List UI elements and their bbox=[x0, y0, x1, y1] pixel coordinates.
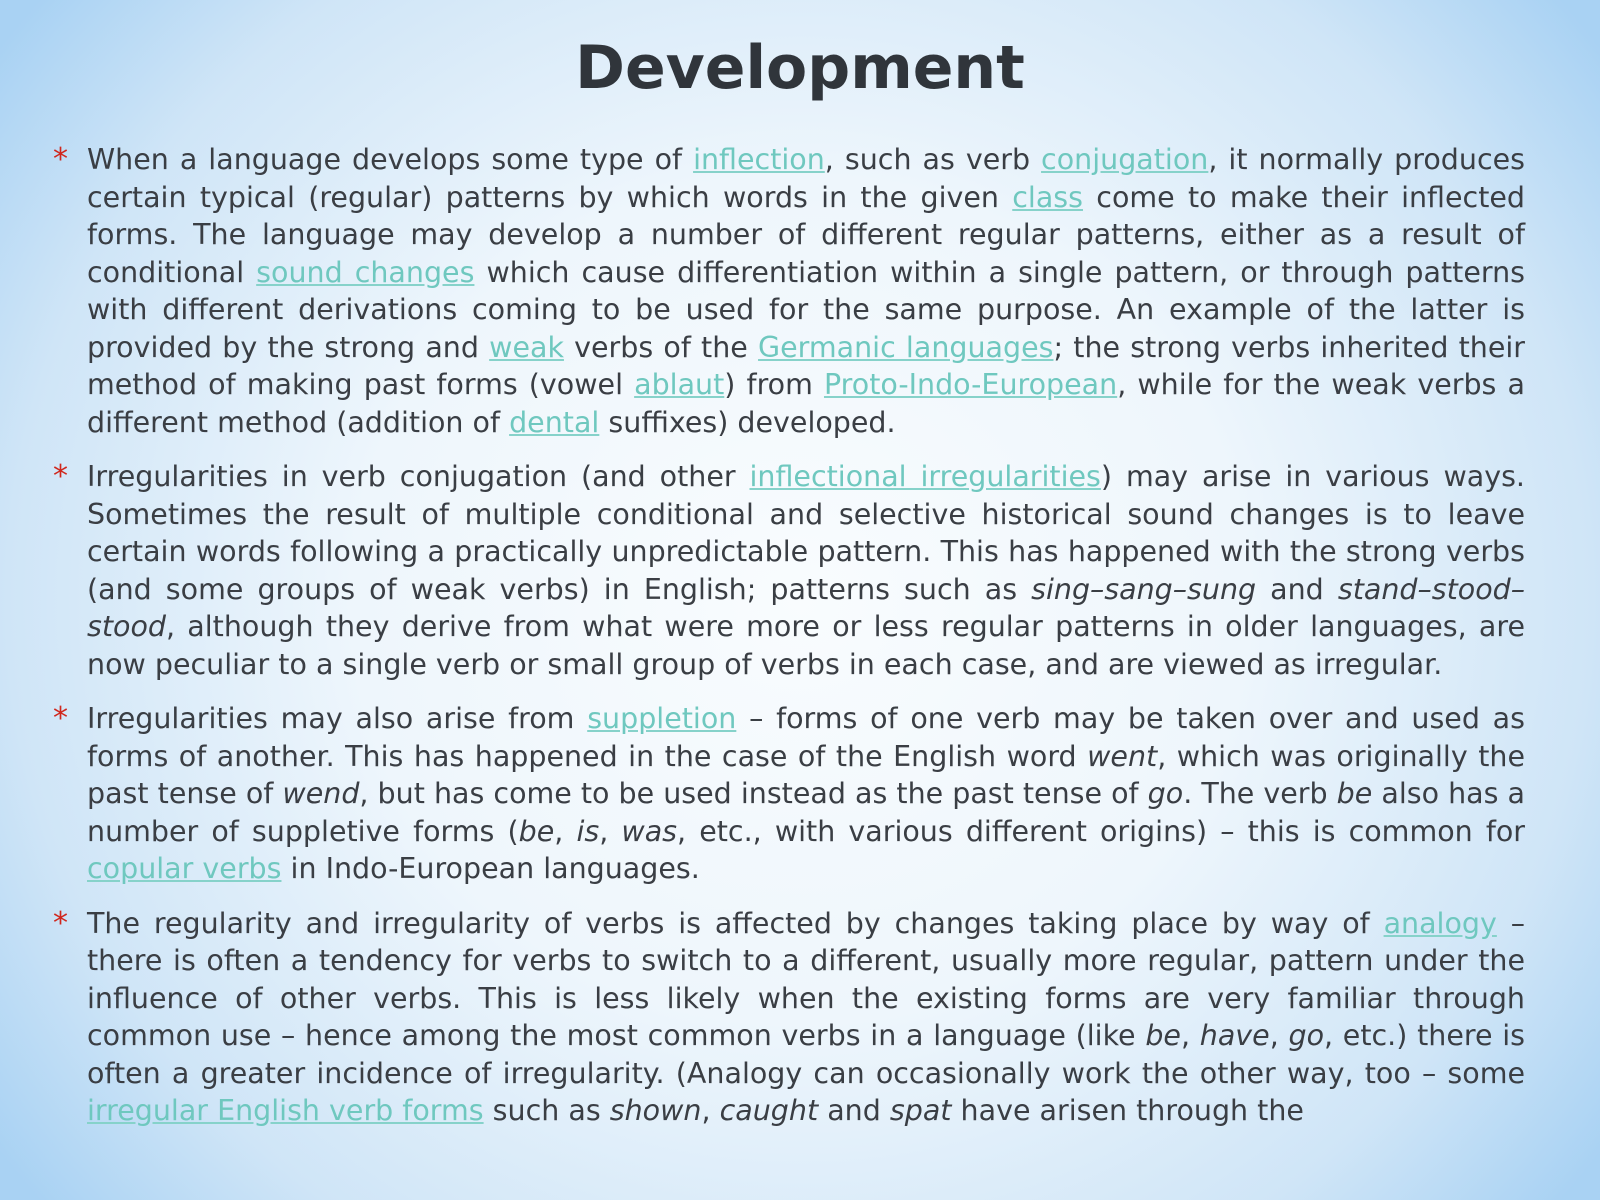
italic-term: stand–stood–stood bbox=[87, 572, 1525, 643]
text-segment: , bbox=[554, 814, 577, 848]
bullet-item bbox=[53, 905, 1525, 1130]
wiki-link[interactable]: inflectional irregularities bbox=[749, 460, 1101, 493]
italic-term: go bbox=[1147, 777, 1184, 810]
wiki-link[interactable]: copular verbs bbox=[87, 852, 282, 885]
bullet-text bbox=[87, 702, 1525, 885]
wiki-link[interactable]: conjugation bbox=[1041, 143, 1209, 176]
wiki-link[interactable]: dental bbox=[509, 405, 600, 439]
text-segment: also has a number of suppletive forms ( bbox=[87, 777, 1526, 848]
text-segment: Irregularities in verb conjugation (and other bbox=[87, 460, 750, 493]
text-segment: , bbox=[701, 1094, 720, 1127]
text-segment: ) from bbox=[724, 368, 824, 401]
text-segment: , although they derive from what were more or less regular patterns in older languages, are now peculiar to a single verb or small group of verbs in each case, and are viewed as irregular. bbox=[87, 610, 1525, 681]
text-segment: have arisen through the bbox=[951, 1094, 1304, 1127]
italic-term: spat bbox=[889, 1094, 952, 1127]
italic-term: be bbox=[1336, 777, 1373, 810]
text-segment: , such as verb bbox=[824, 143, 1042, 176]
text-segment: suffixes) developed. bbox=[599, 405, 896, 439]
wiki-link[interactable]: suppletion bbox=[587, 702, 737, 735]
text-segment: , etc.) there is often a greater incidence of irregularity. (Analogy can occasionally work the other way, too – some bbox=[87, 1019, 1525, 1090]
italic-term: caught bbox=[719, 1094, 819, 1127]
italic-term: sing–sang–sung bbox=[1031, 572, 1257, 606]
text-segment: ; the strong verbs inherited their method of making past forms (vowel bbox=[87, 330, 1526, 401]
bullet-marker-icon: * bbox=[53, 905, 68, 941]
italic-term: wend bbox=[282, 777, 360, 810]
wiki-link[interactable]: class bbox=[1012, 180, 1083, 214]
bullet-marker-icon: * bbox=[53, 459, 68, 494]
italic-term: be bbox=[518, 814, 555, 848]
text-segment: , bbox=[1269, 1019, 1289, 1052]
text-segment: When a language develops some type of bbox=[87, 143, 694, 176]
text-segment: – forms of one verb may be taken over and used as forms of another. This has happened in the case of the English word bbox=[87, 702, 1525, 773]
text-segment: come to make their inflected forms. The language may develop a number of different regular patterns, either as a result of conditional bbox=[87, 180, 1526, 289]
text-segment: , bbox=[599, 814, 622, 848]
text-segment: , it normally produces certain typical (regular) patterns by which words in the given bbox=[87, 143, 1525, 214]
text-segment: – there is often a tendency for verbs to switch to a different, usually more regular, pattern under the influence of other verbs. This is less likely when the existing forms are very familiar through common use – hence among the most common verbs in a language (like bbox=[87, 906, 1525, 1052]
text-segment: , etc., with various different origins) – this is common for bbox=[677, 814, 1526, 848]
text-segment: Irregularities may also arise from bbox=[87, 702, 588, 735]
bullet-list bbox=[53, 141, 1526, 1147]
text-segment: , bbox=[1180, 1019, 1200, 1052]
text-segment: , while for the weak verbs a different method (addition of bbox=[87, 368, 1525, 439]
text-segment: in Indo-European languages. bbox=[281, 852, 700, 885]
bullet-marker-icon: * bbox=[53, 142, 68, 177]
text-segment: which cause differentiation within a single pattern, or through patterns with different derivations coming to be used for the same purpose. An example of the latter is provided by the strong and bbox=[87, 255, 1525, 364]
italic-term: is bbox=[576, 814, 600, 848]
bullet-text bbox=[87, 460, 1525, 681]
bullet-marker-icon: * bbox=[53, 701, 68, 736]
text-segment: and bbox=[1256, 572, 1338, 606]
italic-term: was bbox=[621, 814, 678, 848]
wiki-link[interactable]: inflection bbox=[693, 143, 825, 176]
bullet-item bbox=[53, 700, 1526, 888]
italic-term: go bbox=[1288, 1019, 1325, 1052]
text-segment: ) may arise in various ways. Sometimes the result of multiple conditional and selective historical sound changes is to leave certain words following a practically unpredictable pattern. This has happened with the strong verbs (and some groups of weak verbs) in English; patterns such as bbox=[87, 460, 1525, 606]
text-segment: , which was originally the past tense of bbox=[87, 739, 1525, 810]
italic-term: shown bbox=[609, 1094, 702, 1127]
text-segment: The regularity and irregularity of verbs is affected by changes taking place by way of bbox=[87, 906, 1384, 940]
italic-term: have bbox=[1199, 1019, 1270, 1052]
bullet-item bbox=[53, 458, 1525, 683]
text-segment: . The verb bbox=[1183, 777, 1337, 810]
bullet-text bbox=[87, 143, 1525, 439]
wiki-link[interactable]: Germanic languages bbox=[758, 330, 1054, 364]
text-segment: verbs of the bbox=[563, 330, 759, 364]
wiki-link[interactable]: irregular English verb forms bbox=[87, 1094, 484, 1127]
slide-title: Development bbox=[575, 33, 1025, 103]
wiki-link[interactable]: ablaut bbox=[634, 368, 725, 401]
wiki-link[interactable]: weak bbox=[489, 330, 564, 364]
text-segment: such as bbox=[483, 1094, 610, 1127]
bullet-text bbox=[87, 907, 1525, 1128]
text-segment: and bbox=[818, 1094, 890, 1127]
bullet-item bbox=[53, 141, 1526, 441]
italic-term: went bbox=[1087, 739, 1158, 773]
wiki-link[interactable]: sound changes bbox=[256, 255, 475, 289]
italic-term: be bbox=[1145, 1019, 1181, 1052]
wiki-link[interactable]: Proto-Indo-European bbox=[823, 368, 1118, 401]
wiki-link[interactable]: analogy bbox=[1383, 906, 1497, 940]
text-segment: , but has come to be used instead as the past tense of bbox=[359, 777, 1148, 810]
